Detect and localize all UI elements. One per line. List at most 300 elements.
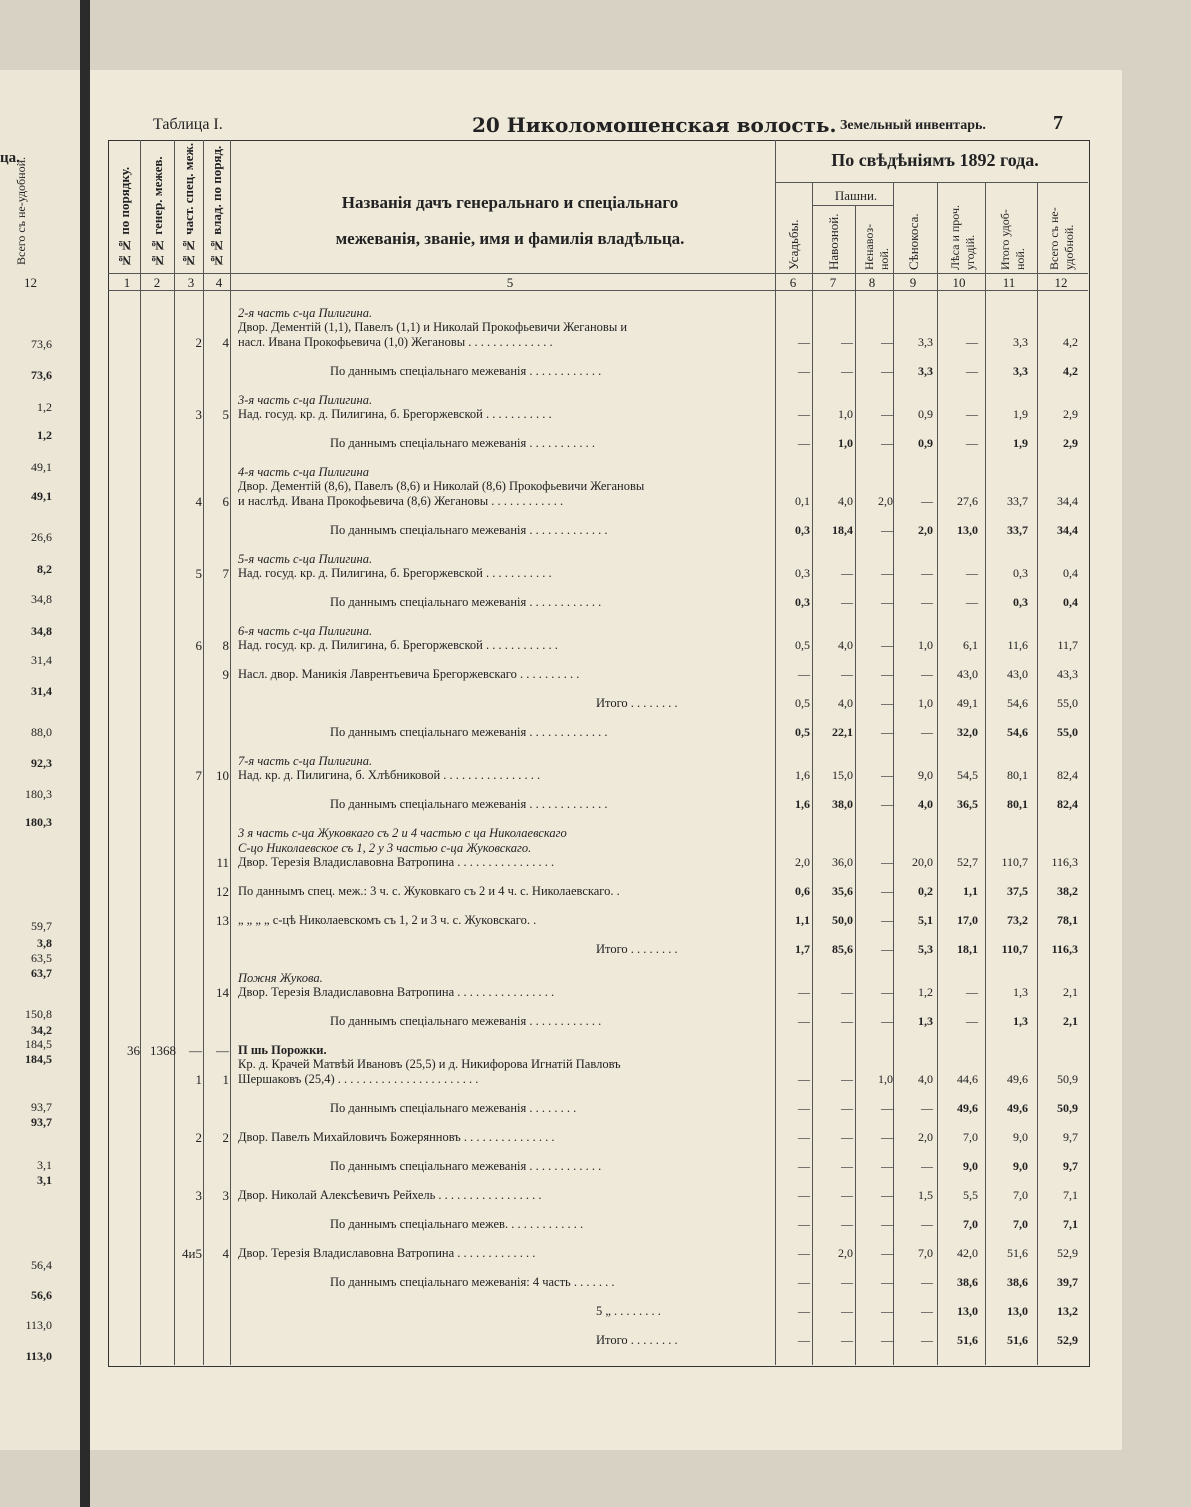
row-index-c4: 12 (216, 884, 229, 899)
row-value: 9,0 (1013, 1159, 1028, 1173)
row-value: 51,6 (1007, 1246, 1028, 1260)
left-page-value: 49,1 (31, 460, 52, 474)
row-value: 37,5 (1007, 884, 1028, 898)
row-value: — (841, 985, 853, 999)
row-value: — (798, 667, 810, 681)
row-value: 2,0 (795, 855, 810, 869)
row-index-c4: 5 (222, 407, 229, 422)
left-page-value: 59,7 (31, 919, 52, 933)
row-value: 1,1 (795, 913, 810, 927)
row-value: 0,3 (795, 566, 810, 580)
row-value: 9,0 (963, 1159, 978, 1173)
row-value: 7,0 (963, 1217, 978, 1231)
row-description: 6-я часть с-ца Пилигина. (238, 624, 373, 638)
row-description: 5 „ . . . . . . . . (596, 1304, 661, 1318)
row-value: — (921, 1333, 933, 1347)
row-value: — (881, 1188, 893, 1202)
row-value: — (921, 595, 933, 609)
left-page-value: 88,0 (31, 725, 52, 739)
row-value: 3,3 (918, 364, 933, 378)
left-page-value: 34,8 (31, 624, 52, 638)
row-value: 0,3 (1013, 595, 1028, 609)
left-page-value: 73,6 (31, 368, 52, 382)
row-value: — (921, 1217, 933, 1231)
column-header-usadby: Усадьбы. (786, 219, 801, 270)
column-header-owner: №№ влад. по поряд. (209, 145, 224, 268)
row-value: 1,0 (918, 696, 933, 710)
row-value: 0,3 (795, 523, 810, 537)
row-description: Над. кр. д. Пилигина, б. Хлѣбниковой . . . . . . . . . . . . . . . . (238, 768, 541, 782)
left-page-value: 56,4 (31, 1258, 52, 1272)
column-header-order: №№ по порядку. (117, 166, 132, 268)
row-index-c3: 1 (195, 1072, 202, 1087)
row-value: 1,0 (838, 436, 853, 450)
row-index-c4: — (216, 1043, 229, 1058)
row-value: 1,5 (918, 1188, 933, 1202)
row-value: 49,6 (957, 1101, 978, 1115)
row-value: 38,6 (957, 1275, 978, 1289)
left-page-value: 113,0 (25, 1318, 52, 1332)
row-value: 0,5 (795, 638, 810, 652)
row-value: — (798, 1072, 810, 1086)
row-value: 13,0 (1007, 1304, 1028, 1318)
row-description: и наслѣд. Ивана Прокофьевича (8,6) Жегановы . . . . . . . . . . . . (238, 494, 564, 508)
row-value: 11,7 (1057, 638, 1078, 652)
row-value: 3,3 (1013, 364, 1028, 378)
row-value: 36,5 (957, 797, 978, 811)
row-value: — (841, 1304, 853, 1318)
row-description: 7-я часть с-ца Пилигина. (238, 754, 373, 768)
left-page-value: 31,4 (31, 684, 52, 698)
row-value: — (841, 595, 853, 609)
row-value: 9,0 (918, 768, 933, 782)
row-value: — (798, 1333, 810, 1347)
row-value: 1,3 (1013, 1014, 1028, 1028)
row-value: 1,6 (795, 797, 810, 811)
left-page-value: 3,1 (37, 1158, 52, 1172)
row-description: По даннымъ спец. меж.: 3 ч. с. Жуковкаго съ 2 и 4 ч. с. Николаевскаго. . (238, 884, 620, 898)
row-value: 52,9 (1057, 1333, 1078, 1347)
left-page-value: 63,7 (31, 966, 52, 980)
column-header-itogo: Итого удоб-ной. (998, 209, 1027, 270)
row-value: — (881, 1304, 893, 1318)
left-page-value: 184,5 (25, 1052, 52, 1066)
row-value: — (841, 1014, 853, 1028)
column-header-les: Лѣса и проч. угодій. (948, 204, 977, 270)
row-value: 54,6 (1007, 696, 1028, 710)
row-value: 43,0 (957, 667, 978, 681)
row-value: 116,3 (1051, 942, 1078, 956)
row-description: Над. госуд. кр. д. Пилигина, б. Брегоржевской . . . . . . . . . . . (238, 407, 552, 421)
row-value: — (966, 1014, 978, 1028)
row-value: — (881, 667, 893, 681)
column-number: 1 (123, 275, 131, 290)
row-value: 49,6 (1007, 1072, 1028, 1086)
row-index-c4: 10 (216, 768, 229, 783)
row-value: 110,7 (1001, 855, 1028, 869)
row-value: 116,3 (1051, 855, 1078, 869)
row-index-c4: 14 (216, 985, 229, 1000)
col-divider (140, 140, 141, 1365)
row-value: — (881, 985, 893, 999)
row-value: 54,6 (1007, 725, 1028, 739)
row-value: 1,7 (795, 942, 810, 956)
row-value: — (881, 1333, 893, 1347)
row-value: 4,0 (838, 494, 853, 508)
row-value: 2,9 (1063, 436, 1078, 450)
row-value: 1,9 (1013, 436, 1028, 450)
row-value: 44,6 (957, 1072, 978, 1086)
row-value: 2,1 (1063, 1014, 1078, 1028)
row-description: Двор. Николай Алексѣевичъ Рейхель . . . . . . . . . . . . . . . . . (238, 1188, 542, 1202)
row-value: 7,1 (1063, 1217, 1078, 1231)
row-description: Насл. двор. Маникія Лаврентьевича Брегоржевскаго . . . . . . . . . . (238, 667, 580, 681)
row-description: насл. Ивана Прокофьевича (1,0) Жегановы . . . . . . . . . . . . . . (238, 335, 553, 349)
row-description: По даннымъ спеціальнаго межеванія . . . . . . . . (330, 1101, 577, 1115)
row-value: — (798, 1188, 810, 1202)
row-value: — (881, 768, 893, 782)
row-value: — (881, 884, 893, 898)
row-value: — (966, 407, 978, 421)
row-value: — (798, 1101, 810, 1115)
row-value: — (881, 1101, 893, 1115)
row-description: 5-я часть с-ца Пилигина. (238, 552, 373, 566)
left-page-value: 180,3 (25, 787, 52, 801)
row-value: 13,0 (957, 1304, 978, 1318)
row-value: 50,9 (1057, 1101, 1078, 1115)
row-value: 0,5 (795, 725, 810, 739)
header-rule (812, 205, 893, 206)
row-value: 43,3 (1057, 667, 1078, 681)
row-value: 5,1 (918, 913, 933, 927)
row-value: 0,9 (918, 407, 933, 421)
row-value: 5,3 (918, 942, 933, 956)
row-index-c3: 3 (195, 407, 202, 422)
row-description: Двор. Дементій (1,1), Павелъ (1,1) и Николай Прокофьевичи Жегановы и (238, 320, 628, 334)
row-value: 0,4 (1063, 566, 1078, 580)
row-description: Двор. Терезія Владиславовна Ватропина . . . . . . . . . . . . . (238, 1246, 536, 1260)
row-value: — (798, 1246, 810, 1260)
row-value: 2,1 (1063, 985, 1078, 999)
row-value: 0,3 (795, 595, 810, 609)
row-value: — (921, 725, 933, 739)
column-header-names (300, 185, 720, 257)
row-value: — (841, 1188, 853, 1202)
row-value: 4,0 (918, 797, 933, 811)
row-value: 55,0 (1057, 696, 1078, 710)
row-value: 2,0 (838, 1246, 853, 1260)
row-value: 1,0 (838, 407, 853, 421)
row-value: — (841, 1217, 853, 1231)
row-value: 54,5 (957, 768, 978, 782)
row-description: Двор. Дементій (8,6), Павелъ (8,6) и Николай (8,6) Прокофьевичи Жегановы (238, 479, 645, 493)
row-value: 4,2 (1063, 335, 1078, 349)
row-value: 0,6 (795, 884, 810, 898)
row-value: 51,6 (957, 1333, 978, 1347)
row-value: — (798, 407, 810, 421)
row-value: — (921, 1304, 933, 1318)
column-number: 5 (506, 275, 514, 290)
row-value: — (841, 566, 853, 580)
row-index-c3: 4и5 (182, 1246, 202, 1261)
row-value: 52,7 (957, 855, 978, 869)
row-value: — (841, 1101, 853, 1115)
row-value: 82,4 (1057, 797, 1078, 811)
row-value: — (841, 1333, 853, 1347)
row-value: 9,7 (1063, 1130, 1078, 1144)
row-value: 1,0 (918, 638, 933, 652)
row-value: 110,7 (1001, 942, 1028, 956)
column-number: 4 (215, 275, 223, 290)
row-value: 7,1 (1063, 1188, 1078, 1202)
row-description: По даннымъ спеціальнаго межеванія . . . . . . . . . . . . (330, 595, 602, 609)
row-description: Пожня Жукова. (238, 971, 323, 985)
left-page-value: 93,7 (31, 1115, 52, 1129)
book-gutter (80, 0, 90, 1507)
row-index-c4: 11 (216, 855, 229, 870)
row-value: — (798, 364, 810, 378)
row-value: 18,1 (957, 942, 978, 956)
row-value: 50,0 (832, 913, 853, 927)
row-index-c4: 4 (222, 335, 229, 350)
left-page-header: ца. (0, 150, 20, 166)
row-description: По даннымъ спеціальнаго межеванія . . . . . . . . . . . . . (330, 797, 608, 811)
row-description: По даннымъ спеціальнаго межеванія . . . . . . . . . . . . (330, 1159, 602, 1173)
header-rule (775, 182, 1088, 183)
page-title: 20 Николомошенская волость. (472, 113, 837, 137)
row-value: — (881, 638, 893, 652)
table-label: Таблица I. (153, 116, 223, 133)
row-value: 80,1 (1007, 797, 1028, 811)
row-value: — (881, 1275, 893, 1289)
row-index-c4: 9 (222, 667, 229, 682)
row-value: 0,1 (795, 494, 810, 508)
row-description: По даннымъ спеціальнаго межев. . . . . . . . . . . . . (330, 1217, 584, 1231)
row-value: 33,7 (1007, 494, 1028, 508)
row-value: — (798, 1304, 810, 1318)
row-value: 27,6 (957, 494, 978, 508)
row-value: 20,0 (912, 855, 933, 869)
row-index-c3: 3 (195, 1188, 202, 1203)
left-page-value: 3,8 (37, 936, 52, 950)
page-number: 7 (1053, 112, 1063, 134)
row-value: 9,7 (1063, 1159, 1078, 1173)
row-value: 7,0 (1013, 1217, 1028, 1231)
row-value: 18,4 (832, 523, 853, 537)
row-value: — (881, 1159, 893, 1173)
row-value: — (841, 1130, 853, 1144)
row-value: — (841, 364, 853, 378)
row-description: 3-я часть с-ца Пилигина. (238, 393, 373, 407)
row-description: Итого . . . . . . . . (596, 696, 678, 710)
left-page-value: 31,4 (31, 653, 52, 667)
row-description: Шершаковъ (25,4) . . . . . . . . . . . . . . . . . . . . . . . (238, 1072, 479, 1086)
col-divider (174, 140, 175, 1365)
row-description: Над. госуд. кр. д. Пилигина, б. Брегоржевской . . . . . . . . . . . (238, 566, 552, 580)
row-value: — (966, 436, 978, 450)
col-divider (203, 140, 204, 1365)
row-value: 50,9 (1057, 1072, 1078, 1086)
left-page-value: 56,6 (31, 1288, 52, 1302)
row-description: По даннымъ спеціальнаго межеванія . . . . . . . . . . . . . (330, 523, 608, 537)
row-value: 5,5 (963, 1188, 978, 1202)
row-description: По даннымъ спеціальнаго межеванія: 4 часть . . . . . . . (330, 1275, 615, 1289)
row-value: 1,2 (918, 985, 933, 999)
row-value: 73,2 (1007, 913, 1028, 927)
row-index-c3: 4 (195, 494, 202, 509)
row-value: — (881, 1246, 893, 1260)
row-value: 22,1 (832, 725, 853, 739)
row-index-c2: 1368 (150, 1043, 176, 1058)
row-value: — (966, 335, 978, 349)
row-value: — (881, 696, 893, 710)
row-value: 34,4 (1057, 494, 1078, 508)
row-value: 0,3 (1013, 566, 1028, 580)
row-value: 38,0 (832, 797, 853, 811)
row-value: 13,0 (957, 523, 978, 537)
left-page-value: 49,1 (31, 489, 52, 503)
left-page-value: 63,5 (31, 951, 52, 965)
row-description: По даннымъ спеціальнаго межеванія . . . . . . . . . . . (330, 436, 595, 450)
row-value: 2,9 (1063, 407, 1078, 421)
row-index-c3: 2 (195, 1130, 202, 1145)
row-value: 15,0 (832, 768, 853, 782)
row-value: 6,1 (963, 638, 978, 652)
row-value: 49,1 (957, 696, 978, 710)
row-value: — (841, 667, 853, 681)
row-description: 3 я часть с-ца Жуковкаго съ 2 и 4 частью с ца Николаевскаго (238, 826, 567, 840)
row-value: — (881, 595, 893, 609)
left-page-value: 113,0 (25, 1349, 52, 1363)
row-index-c3: 2 (195, 335, 202, 350)
row-value: — (881, 566, 893, 580)
left-page-column-title: Всего съ не-удобной. (14, 157, 28, 265)
row-index-c4: 2 (222, 1130, 229, 1145)
column-number: 11 (1002, 275, 1016, 290)
row-value: — (881, 1130, 893, 1144)
row-value: 35,6 (832, 884, 853, 898)
row-description: 4-я часть с-ца Пилигина (238, 465, 369, 479)
row-value: — (881, 797, 893, 811)
row-value: — (881, 1014, 893, 1028)
row-value: 11,6 (1007, 638, 1028, 652)
row-value: 0,4 (1063, 595, 1078, 609)
row-description: С-цо Николаевское съ 1, 2 у 3 частью с-ца Жуковскаго. (238, 841, 532, 855)
row-description: Кр. д. Крачей Матвѣй Ивановъ (25,5) и д. Никифорова Игнатій Павловъ (238, 1057, 621, 1071)
col-divider (775, 140, 776, 1365)
row-value: 4,0 (838, 638, 853, 652)
column-header-navoznoy: Навозной. (826, 213, 841, 270)
row-value: 42,0 (957, 1246, 978, 1260)
row-index-c4: 3 (222, 1188, 229, 1203)
group-header-1892: По свѣдѣніямъ 1892 года. (831, 150, 1039, 170)
column-number: 12 (1054, 275, 1068, 290)
left-page-value: 180,3 (25, 815, 52, 829)
row-value: 78,1 (1057, 913, 1078, 927)
column-number: 7 (829, 275, 837, 290)
left-page-value: 3,1 (37, 1173, 52, 1187)
left-page-value: 92,3 (31, 756, 52, 770)
row-value: 4,0 (918, 1072, 933, 1086)
row-value: — (798, 985, 810, 999)
row-value: — (841, 335, 853, 349)
column-header-general: №№ генер. межев. (150, 156, 165, 268)
left-page-value: 1,2 (37, 428, 52, 442)
row-value: 38,6 (1007, 1275, 1028, 1289)
column-number: 2 (153, 275, 161, 290)
row-value: — (841, 1159, 853, 1173)
row-value: 36,0 (832, 855, 853, 869)
row-value: 49,6 (1007, 1101, 1028, 1115)
row-description: По даннымъ спеціальнаго межеванія . . . . . . . . . . . . (330, 364, 602, 378)
row-value: 82,4 (1057, 768, 1078, 782)
row-value: — (921, 1159, 933, 1173)
row-value: 85,6 (832, 942, 853, 956)
row-value: 7,0 (918, 1246, 933, 1260)
row-value: — (921, 1275, 933, 1289)
row-value: 7,0 (963, 1130, 978, 1144)
row-value: — (966, 985, 978, 999)
row-index-c3: 7 (195, 768, 202, 783)
row-value: 9,0 (1013, 1130, 1028, 1144)
left-page-value: 1,2 (37, 400, 52, 414)
row-index-c4: 8 (222, 638, 229, 653)
row-description: Итого . . . . . . . . (596, 942, 678, 956)
row-value: 32,0 (957, 725, 978, 739)
row-value: 80,1 (1007, 768, 1028, 782)
row-value: — (921, 494, 933, 508)
row-value: 1,3 (1013, 985, 1028, 999)
row-value: — (841, 1275, 853, 1289)
row-value: — (841, 1072, 853, 1086)
row-value: — (881, 436, 893, 450)
row-value: 3,3 (1013, 335, 1028, 349)
row-value: 1,9 (1013, 407, 1028, 421)
row-value: 3,3 (918, 335, 933, 349)
row-value: 39,7 (1057, 1275, 1078, 1289)
row-value: 38,2 (1057, 884, 1078, 898)
row-value: 34,4 (1057, 523, 1078, 537)
row-description: По даннымъ спеціальнаго межеванія . . . . . . . . . . . . (330, 1014, 602, 1028)
row-value: — (966, 364, 978, 378)
row-value: 0,5 (795, 696, 810, 710)
row-value: — (881, 913, 893, 927)
row-value: — (881, 364, 893, 378)
column-number: 8 (868, 275, 876, 290)
row-index-c4: 7 (222, 566, 229, 581)
row-value: 7,0 (1013, 1188, 1028, 1202)
row-description: Итого . . . . . . . . (596, 1333, 678, 1347)
row-value: — (881, 407, 893, 421)
row-description: Двор. Павелъ Михайловичъ Божерянновъ . . . . . . . . . . . . . . . (238, 1130, 555, 1144)
row-value: 51,6 (1007, 1333, 1028, 1347)
left-page-value: 8,2 (37, 562, 52, 576)
row-index-c4: 13 (216, 913, 229, 928)
row-value: — (881, 942, 893, 956)
row-value: 4,0 (838, 696, 853, 710)
row-value: 4,2 (1063, 364, 1078, 378)
row-index-c3: 5 (195, 566, 202, 581)
row-value: 17,0 (957, 913, 978, 927)
header-rule (108, 290, 1088, 291)
row-value: 2,0 (918, 1130, 933, 1144)
row-index-c4: 6 (222, 494, 229, 509)
row-value: 1,6 (795, 768, 810, 782)
row-value: 55,0 (1057, 725, 1078, 739)
left-page-value: 26,6 (31, 530, 52, 544)
col-divider (230, 140, 231, 1365)
row-description: Над. госуд. кр. д. Пилигина, б. Брегоржевской . . . . . . . . . . . . (238, 638, 558, 652)
